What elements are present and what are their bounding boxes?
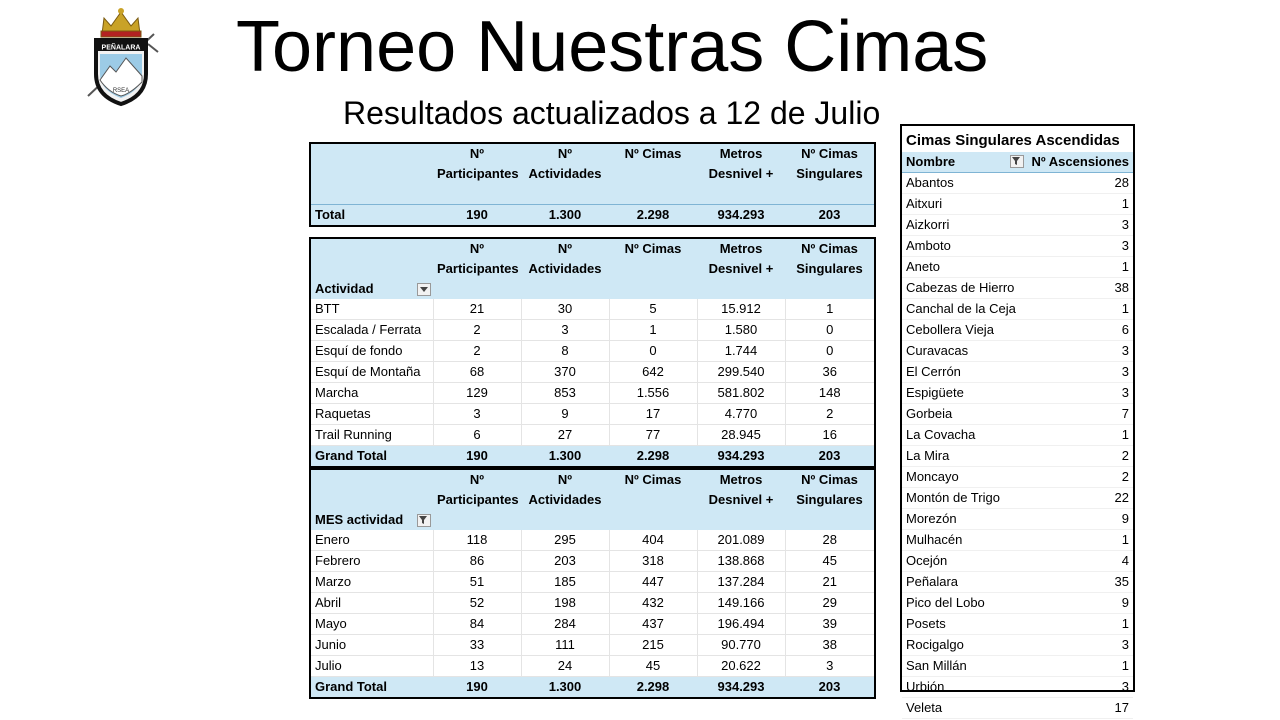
peak-count: 3 [1121, 385, 1129, 400]
peak-name: Peñalara [906, 574, 959, 589]
grand-total-cell: 934.293 [697, 446, 785, 468]
row-label: Esquí de fondo [310, 341, 433, 362]
activity-header-row [310, 238, 875, 299]
table-cell: 111 [521, 635, 609, 656]
table-row [310, 572, 875, 593]
table-cell: 28.945 [697, 425, 785, 446]
total-cell: 934.293 [697, 205, 785, 227]
peak-name: Espigüete [906, 385, 964, 400]
peak-name: Curavacas [906, 343, 969, 358]
list-item [902, 509, 1133, 530]
peak-count: 2 [1121, 469, 1129, 484]
total-cell: 203 [785, 205, 875, 227]
peak-count: 7 [1121, 406, 1129, 421]
peaks-col-count: Nº Ascensiones [1031, 154, 1129, 169]
list-item [902, 635, 1133, 656]
list-item [902, 215, 1133, 236]
grand-total-cell: 203 [785, 677, 875, 699]
table-cell: 196.494 [697, 614, 785, 635]
peak-count: 3 [1121, 637, 1129, 652]
grand-total-cell: 190 [433, 677, 521, 699]
peak-name: El Cerrón [906, 364, 961, 379]
table-cell: 149.166 [697, 593, 785, 614]
activity-row-label[interactable] [310, 238, 433, 299]
table-cell: 29 [785, 593, 875, 614]
col-header-participantes: Nº Participantes [433, 238, 521, 299]
row-label: Marcha [310, 383, 433, 404]
col-header-singulares: Nº Cimas Singulares [785, 143, 875, 205]
peak-name: Gorbeia [906, 406, 953, 421]
peak-count: 3 [1121, 343, 1129, 358]
total-cell: 1.300 [521, 205, 609, 227]
table-cell: 27 [521, 425, 609, 446]
list-item [902, 677, 1133, 698]
month-label-text: MES actividad [315, 512, 404, 527]
table-cell: 77 [609, 425, 697, 446]
peak-name: Montón de Trigo [906, 490, 1000, 505]
table-cell: 86 [433, 551, 521, 572]
activity-filter-dropdown[interactable] [417, 283, 431, 296]
col-header-singulares: Nº Cimas Singulares [785, 469, 875, 530]
table-cell: 1 [609, 320, 697, 341]
peak-count: 1 [1121, 427, 1129, 442]
filter-icon [1012, 157, 1022, 166]
grand-total-cell: 1.300 [521, 446, 609, 468]
table-row [310, 320, 875, 341]
chevron-down-icon [420, 287, 428, 293]
total-label: Total [310, 205, 433, 227]
row-label: Mayo [310, 614, 433, 635]
col-header-participantes: Nº Participantes [433, 469, 521, 530]
table-cell: 2 [785, 404, 875, 425]
table-cell: 4.770 [697, 404, 785, 425]
peak-count: 1 [1121, 196, 1129, 211]
peak-count: 38 [1114, 280, 1129, 295]
table-cell: 203 [521, 551, 609, 572]
table-cell: 9 [521, 404, 609, 425]
table-cell: 318 [609, 551, 697, 572]
table-cell: 1.744 [697, 341, 785, 362]
peak-count: 9 [1121, 595, 1129, 610]
month-body [310, 530, 875, 677]
month-row-label[interactable] [310, 469, 433, 530]
col-header-actividades: Nº Actividades [521, 469, 609, 530]
grand-total-cell: 2.298 [609, 446, 697, 468]
total-cell: 2.298 [609, 205, 697, 227]
table-cell: 447 [609, 572, 697, 593]
list-item [902, 173, 1133, 194]
table-cell: 3 [785, 656, 875, 677]
peak-name: Ocejón [906, 553, 948, 568]
page-subtitle: Resultados actualizados a 12 de Julio [343, 95, 881, 131]
table-row [310, 404, 875, 425]
table-cell: 1 [785, 299, 875, 320]
row-label: Febrero [310, 551, 433, 572]
table-row [310, 341, 875, 362]
row-label: Marzo [310, 572, 433, 593]
peak-name: Abantos [906, 175, 954, 190]
peak-name: La Covacha [906, 427, 976, 442]
peaks-body [902, 173, 1133, 719]
col-header-desnivel: Metros Desnivel + [697, 469, 785, 530]
table-cell: 0 [785, 320, 875, 341]
peaks-title: Cimas Singulares Ascendidas [906, 132, 1120, 149]
table-cell: 6 [433, 425, 521, 446]
table-cell: 0 [609, 341, 697, 362]
row-label: BTT [310, 299, 433, 320]
total-cell: 190 [433, 205, 521, 227]
list-item [902, 656, 1133, 677]
table-cell: 2 [433, 320, 521, 341]
grand-total-cell: 934.293 [697, 677, 785, 699]
list-item [902, 572, 1133, 593]
table-cell: 39 [785, 614, 875, 635]
col-header-cimas: Nº Cimas [609, 143, 697, 205]
peak-count: 4 [1121, 553, 1129, 568]
summary-corner [310, 143, 433, 205]
filter-icon [419, 516, 429, 525]
peak-name: Posets [906, 616, 946, 631]
activity-total-row [310, 446, 875, 468]
list-item [902, 404, 1133, 425]
table-row [310, 614, 875, 635]
peak-count: 17 [1114, 700, 1129, 715]
peak-name: Morezón [906, 511, 957, 526]
month-header-row [310, 469, 875, 530]
table-cell: 45 [609, 656, 697, 677]
table-cell: 370 [521, 362, 609, 383]
table-cell: 51 [433, 572, 521, 593]
grand-total-cell: 2.298 [609, 677, 697, 699]
peak-count: 1 [1121, 532, 1129, 547]
table-cell: 16 [785, 425, 875, 446]
table-cell: 28 [785, 530, 875, 551]
list-item [902, 383, 1133, 404]
peak-count: 28 [1114, 175, 1129, 190]
table-cell: 20.622 [697, 656, 785, 677]
grand-total-label: Grand Total [310, 446, 433, 468]
table-row [310, 383, 875, 404]
table-cell: 404 [609, 530, 697, 551]
peak-name: Canchal de la Ceja [906, 301, 1016, 316]
list-item [902, 299, 1133, 320]
table-cell: 0 [785, 341, 875, 362]
row-label: Julio [310, 656, 433, 677]
summary-header-row [310, 143, 875, 205]
table-row [310, 362, 875, 383]
grand-total-cell: 203 [785, 446, 875, 468]
peak-name: Moncayo [906, 469, 959, 484]
table-cell: 137.284 [697, 572, 785, 593]
peak-name: Amboto [906, 238, 951, 253]
activity-label-text: Actividad [315, 281, 374, 296]
peak-count: 6 [1121, 322, 1129, 337]
month-table [309, 468, 876, 699]
table-cell: 8 [521, 341, 609, 362]
table-row [310, 635, 875, 656]
table-cell: 30 [521, 299, 609, 320]
peak-name: La Mira [906, 448, 950, 463]
page-title: Torneo Nuestras Cimas [236, 7, 989, 87]
row-label: Escalada / Ferrata [310, 320, 433, 341]
table-row [310, 530, 875, 551]
peak-name: Aitxuri [906, 196, 943, 211]
table-row [310, 656, 875, 677]
list-item [902, 614, 1133, 635]
peak-count: 9 [1121, 511, 1129, 526]
list-item [902, 341, 1133, 362]
table-cell: 284 [521, 614, 609, 635]
table-cell: 15.912 [697, 299, 785, 320]
table-cell: 118 [433, 530, 521, 551]
table-cell: 21 [433, 299, 521, 320]
table-cell: 1.556 [609, 383, 697, 404]
list-item [902, 236, 1133, 257]
peak-name: Veleta [906, 700, 943, 715]
list-item [902, 320, 1133, 341]
peak-name: Mulhacén [906, 532, 963, 547]
table-cell: 198 [521, 593, 609, 614]
peak-name: San Millán [906, 658, 967, 673]
peak-name: Cebollera Vieja [906, 322, 994, 337]
list-item [902, 698, 1133, 719]
row-label: Esquí de Montaña [310, 362, 433, 383]
peaks-col-name: Nombre [906, 154, 956, 169]
table-cell: 68 [433, 362, 521, 383]
table-cell: 45 [785, 551, 875, 572]
list-item [902, 425, 1133, 446]
table-row [310, 593, 875, 614]
table-cell: 33 [433, 635, 521, 656]
peak-count: 3 [1121, 364, 1129, 379]
table-cell: 84 [433, 614, 521, 635]
col-header-actividades: Nº Actividades [521, 143, 609, 205]
peak-name: Aneto [906, 259, 940, 274]
table-cell: 52 [433, 593, 521, 614]
col-header-actividades: Nº Actividades [521, 238, 609, 299]
month-total-row [310, 677, 875, 699]
peak-count: 3 [1121, 238, 1129, 253]
table-cell: 24 [521, 656, 609, 677]
table-cell: 3 [521, 320, 609, 341]
summary-table [309, 142, 876, 227]
list-item [902, 551, 1133, 572]
table-cell: 138.868 [697, 551, 785, 572]
row-label: Raquetas [310, 404, 433, 425]
col-header-desnivel: Metros Desnivel + [697, 238, 785, 299]
list-item [902, 278, 1133, 299]
activity-body [310, 299, 875, 446]
table-cell: 21 [785, 572, 875, 593]
svg-text:PEÑALARA: PEÑALARA [101, 44, 141, 52]
col-header-participantes: Nº Participantes [433, 143, 521, 205]
list-item [902, 446, 1133, 467]
table-cell: 38 [785, 635, 875, 656]
table-cell: 148 [785, 383, 875, 404]
peak-name: Cabezas de Hierro [906, 280, 1015, 295]
peak-count: 1 [1121, 658, 1129, 673]
peaks-filter-button[interactable] [1010, 155, 1024, 168]
list-item [902, 593, 1133, 614]
col-header-singulares: Nº Cimas Singulares [785, 238, 875, 299]
row-label: Trail Running [310, 425, 433, 446]
peak-name: Aizkorri [906, 217, 950, 232]
table-cell: 581.802 [697, 383, 785, 404]
row-label: Enero [310, 530, 433, 551]
table-cell: 2 [433, 341, 521, 362]
col-header-cimas: Nº Cimas [609, 238, 697, 299]
list-item [902, 362, 1133, 383]
peak-count: 1 [1121, 301, 1129, 316]
list-item [902, 194, 1133, 215]
table-cell: 201.089 [697, 530, 785, 551]
grand-total-label: Grand Total [310, 677, 433, 699]
peak-count: 35 [1114, 574, 1129, 589]
peak-count: 1 [1121, 259, 1129, 274]
peak-count: 22 [1114, 490, 1129, 505]
table-cell: 295 [521, 530, 609, 551]
table-cell: 299.540 [697, 362, 785, 383]
table-cell: 129 [433, 383, 521, 404]
table-row [310, 299, 875, 320]
peak-count: 3 [1121, 679, 1129, 694]
penalara-logo [80, 4, 162, 110]
month-filter-button[interactable] [417, 514, 431, 527]
list-item [902, 257, 1133, 278]
peak-name: Pico del Lobo [906, 595, 985, 610]
table-cell: 3 [433, 404, 521, 425]
table-cell: 5 [609, 299, 697, 320]
row-label: Abril [310, 593, 433, 614]
peak-count: 2 [1121, 448, 1129, 463]
table-cell: 90.770 [697, 635, 785, 656]
table-cell: 185 [521, 572, 609, 593]
peak-name: Urbión [906, 679, 945, 694]
table-row [310, 425, 875, 446]
list-item [902, 488, 1133, 509]
activity-table [309, 237, 876, 468]
table-cell: 215 [609, 635, 697, 656]
peaks-header-row [902, 152, 1133, 173]
row-label: Junio [310, 635, 433, 656]
table-cell: 36 [785, 362, 875, 383]
table-row [310, 551, 875, 572]
table-cell: 437 [609, 614, 697, 635]
table-cell: 1.580 [697, 320, 785, 341]
col-header-desnivel: Metros Desnivel + [697, 143, 785, 205]
table-cell: 13 [433, 656, 521, 677]
summary-total-row [310, 205, 875, 227]
table-cell: 432 [609, 593, 697, 614]
peak-count: 1 [1121, 616, 1129, 631]
col-header-cimas: Nº Cimas [609, 469, 697, 530]
peaks-table [900, 124, 1135, 715]
table-cell: 17 [609, 404, 697, 425]
list-item [902, 467, 1133, 488]
peak-name: Rocigalgo [906, 637, 964, 652]
grand-total-cell: 190 [433, 446, 521, 468]
list-item [902, 530, 1133, 551]
svg-text:RSEA: RSEA [112, 88, 130, 94]
table-cell: 853 [521, 383, 609, 404]
peak-count: 3 [1121, 217, 1129, 232]
grand-total-cell: 1.300 [521, 677, 609, 699]
table-cell: 642 [609, 362, 697, 383]
